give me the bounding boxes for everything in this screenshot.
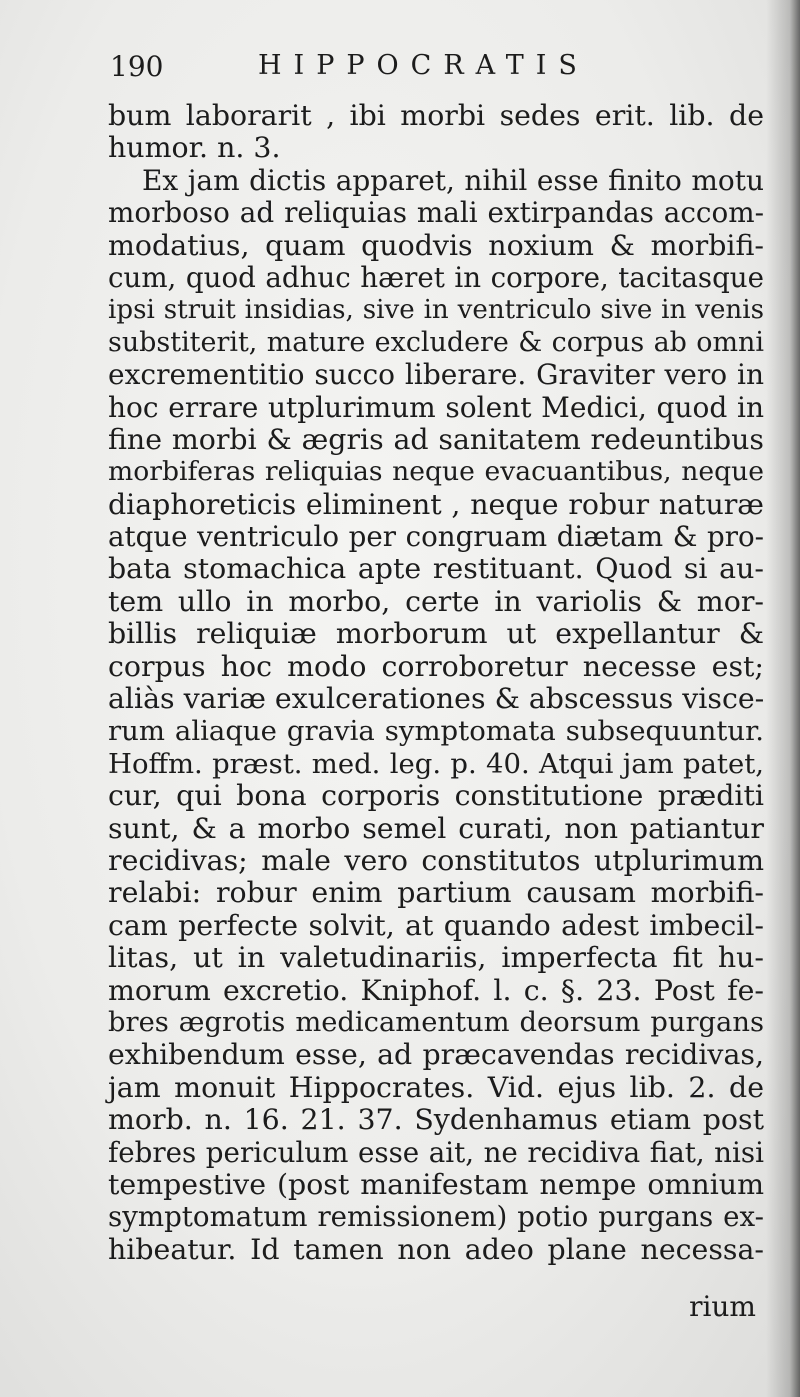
text-line: recidivas; male vero constitutos utplurimum bbox=[108, 843, 764, 877]
binding-shadow bbox=[766, 0, 800, 1397]
text-line: morb. n. 16. 21. 37. Sydenhamus etiam post bbox=[108, 1103, 764, 1137]
text-line: sunt, & a morbo semel curati, non patiantur bbox=[108, 811, 764, 845]
text-line: tem ullo in morbo, certe in variolis & mor- bbox=[108, 584, 764, 618]
catchword: rium bbox=[689, 1290, 756, 1323]
text-line: morbiferas reliquias neque evacuantibus, neque bbox=[108, 456, 764, 488]
text-line: cum, quod adhuc hæret in corpore, tacitasque bbox=[108, 260, 764, 294]
text-line: excrementitio succo liberare. Graviter vero in bbox=[108, 358, 764, 392]
body-text bbox=[108, 100, 764, 1266]
text-line: corpus hoc modo corroboretur necesse est; bbox=[108, 649, 764, 683]
text-line: bres ægrotis medicamentum deorsum purgans bbox=[108, 1006, 764, 1038]
text-line: relabi: robur enim partium causam morbifi- bbox=[108, 876, 764, 910]
page-header bbox=[110, 50, 750, 90]
text-line: Ex jam dictis apparet, nihil esse finito motu bbox=[142, 163, 764, 197]
text-line: billis reliquiæ morborum ut expellantur & bbox=[108, 617, 764, 651]
text-line: atque ventriculo per congruam diætam & pro- bbox=[108, 520, 764, 554]
text-line: cam perfecte solvit, at quando adest imbecil- bbox=[108, 908, 764, 942]
text-line: febres periculum esse ait, ne recidiva fiat, nisi bbox=[108, 1135, 764, 1169]
text-line: litas, ut in valetudinariis, imperfecta fit hu- bbox=[108, 941, 764, 975]
running-title: HIPPOCRATIS bbox=[258, 50, 589, 81]
text-line: humor. n. 3. bbox=[108, 131, 281, 165]
text-line: hoc errare utplurimum solent Medici, quod in bbox=[108, 390, 764, 424]
text-line: substiterit, mature excludere & corpus ab omni bbox=[108, 326, 764, 358]
text-line: hibeatur. Id tamen non adeo plane necessa- bbox=[108, 1232, 764, 1266]
text-line: exhibendum esse, ad præcavendas recidivas, bbox=[108, 1038, 764, 1072]
text-line: symptomatum remissionem) potio purgans ex- bbox=[108, 1200, 764, 1234]
text-line: bum laborarit , ibi morbi sedes erit. lib. de bbox=[108, 99, 764, 132]
text-line: rum aliaque gravia symptomata subsequuntur. bbox=[108, 715, 764, 748]
text-line: fine morbi & ægris ad sanitatem redeuntibus bbox=[108, 422, 764, 456]
text-line: tempestive (post manifestam nempe omnium bbox=[108, 1167, 764, 1201]
text-line: ipsi struit insidias, sive in ventriculo sive in venis bbox=[108, 295, 764, 326]
text-line: modatius, quam quodvis noxium & morbifi- bbox=[108, 228, 764, 262]
text-line: Hoffm. præst. med. leg. p. 40. Atqui jam patet, bbox=[108, 747, 764, 780]
text-line: morboso ad reliquias mali extirpandas accom- bbox=[108, 196, 764, 230]
text-line: cur, qui bona corporis constitutione præditi bbox=[108, 779, 764, 813]
text-line: aliàs variæ exulcerationes & abscessus visce- bbox=[108, 682, 765, 716]
text-line: jam monuit Hippocrates. Vid. ejus lib. 2. de bbox=[108, 1070, 764, 1104]
text-line: morum excretio. Kniphof. l. c. §. 23. Post fe- bbox=[108, 973, 764, 1007]
text-line: bata stomachica apte restituant. Quod si au- bbox=[108, 552, 764, 586]
page-number: 190 bbox=[110, 50, 164, 83]
text-line: diaphoreticis eliminent , neque robur naturæ bbox=[108, 487, 764, 521]
